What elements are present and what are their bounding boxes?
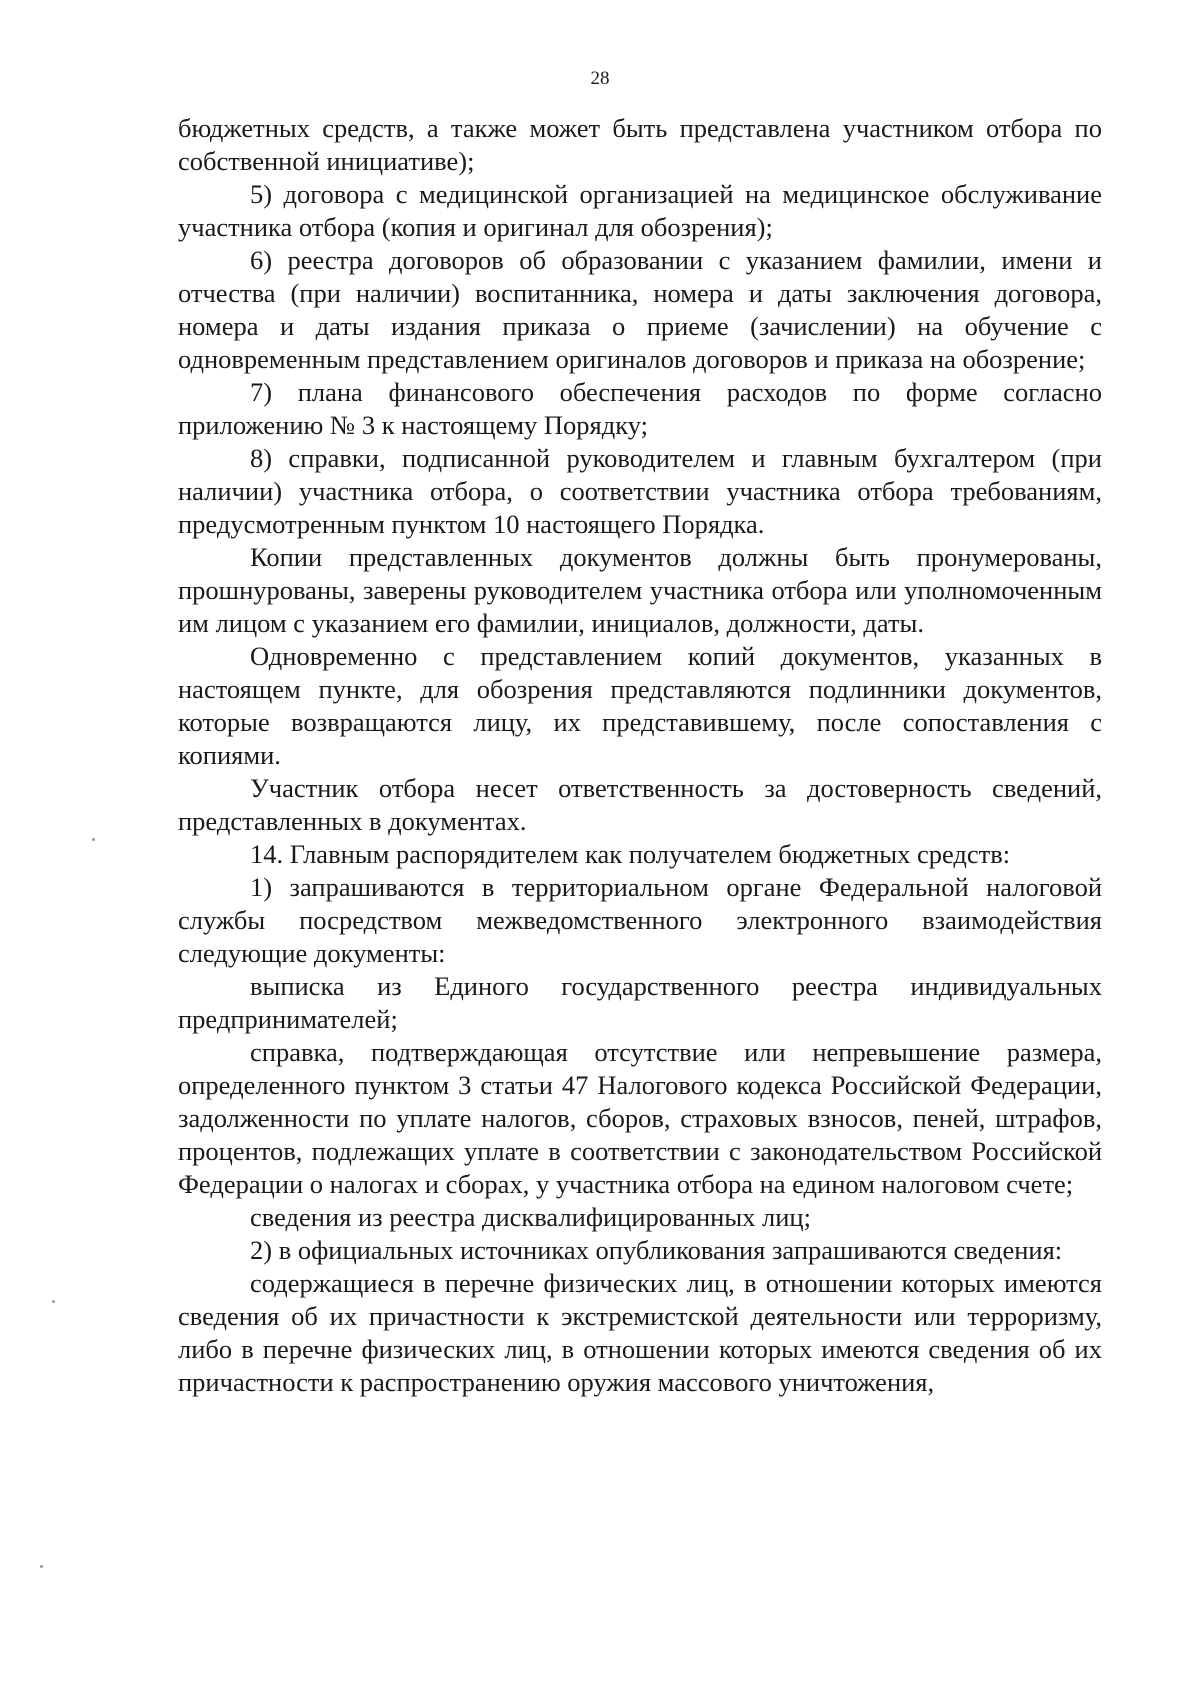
paragraph-tax-certificate: справка, подтверждающая отсутствие или непревышение размера, определенного пунктом 3 статьи 47 Налогового кодекса Российской Федерации, задолженности по уплате налогов, сборов, страховых взносов, пеней, штрафов, процентов, подлежащих уплате в соответствии с законодательством Российской Федерации о налогах и сборах, у участника отбора на едином налоговом счете; (178, 1037, 1102, 1199)
paragraph-disqualified-registry: сведения из реестра дисквалифицированных лиц; (250, 1202, 811, 1232)
paragraph-item-8: 8) справки, подписанной руководителем и главным бухгалтером (при наличии) участника отбора, о соответствии участника отбора требованиям, предусмотренным пунктом 10 настоящего Порядка. (178, 443, 1102, 539)
paragraph-item-7: 7) плана финансового обеспечения расходов по форме согласно приложению № 3 к настоящему Порядку; (178, 377, 1102, 440)
paragraph-item-2-sources: 2) в официальных источниках опубликования запрашиваются сведения: (250, 1235, 1063, 1265)
paragraph-item-6: 6) реестра договоров об образовании с указанием фамилии, имени и отчества (при наличии) воспитанника, номера и даты заключения договора, номера и даты издания приказа о приеме (зачислении) на обучение с одновременным представлением оригиналов договоров и приказа на обозрение; (178, 245, 1102, 374)
scan-speck (92, 838, 95, 841)
paragraph-egrip-extract: выписка из Единого государственного реестра индивидуальных предпринимателей; (178, 971, 1102, 1034)
paragraph-extremism-lists: содержащиеся в перечне физических лиц, в отношении которых имеются сведения об их причастности к экстремистской деятельности или терроризму, либо в перечне физических лиц, в отношении которых имеются сведения об их причастности к распространению оружия массового уничтожения, (178, 1268, 1102, 1397)
paragraph-originals: Одновременно с представлением копий документов, указанных в настоящем пункте, для обозрения представляются подлинники документов, которые возвращаются лицу, их представившему, после сопоставления с копиями. (178, 641, 1102, 770)
paragraph-continuation: бюджетных средств, а также может быть представлена участником отбора по собственной инициативе); (178, 113, 1102, 176)
scan-speck (40, 1565, 43, 1568)
scan-speck (52, 1300, 55, 1303)
paragraph-item-5: 5) договора с медицинской организацией на медицинское обслуживание участника отбора (копия и оригинал для обозрения); (178, 179, 1102, 242)
paragraph-item-1-fns: 1) запрашиваются в территориальном органе Федеральной налоговой службы посредством межведомственного электронного взаимодействия следующие документы: (178, 872, 1102, 968)
paragraph-section-14: 14. Главным распорядителем как получателем бюджетных средств: (250, 839, 1011, 869)
page-number: 28 (590, 68, 610, 89)
paragraph-responsibility: Участник отбора несет ответственность за достоверность сведений, представленных в документах. (178, 773, 1102, 836)
paragraph-copies: Копии представленных документов должны быть пронумерованы, прошнурованы, заверены руководителем участника отбора или уполномоченным им лицом с указанием его фамилии, инициалов, должности, даты. (178, 542, 1102, 638)
document-body (178, 112, 1102, 1399)
